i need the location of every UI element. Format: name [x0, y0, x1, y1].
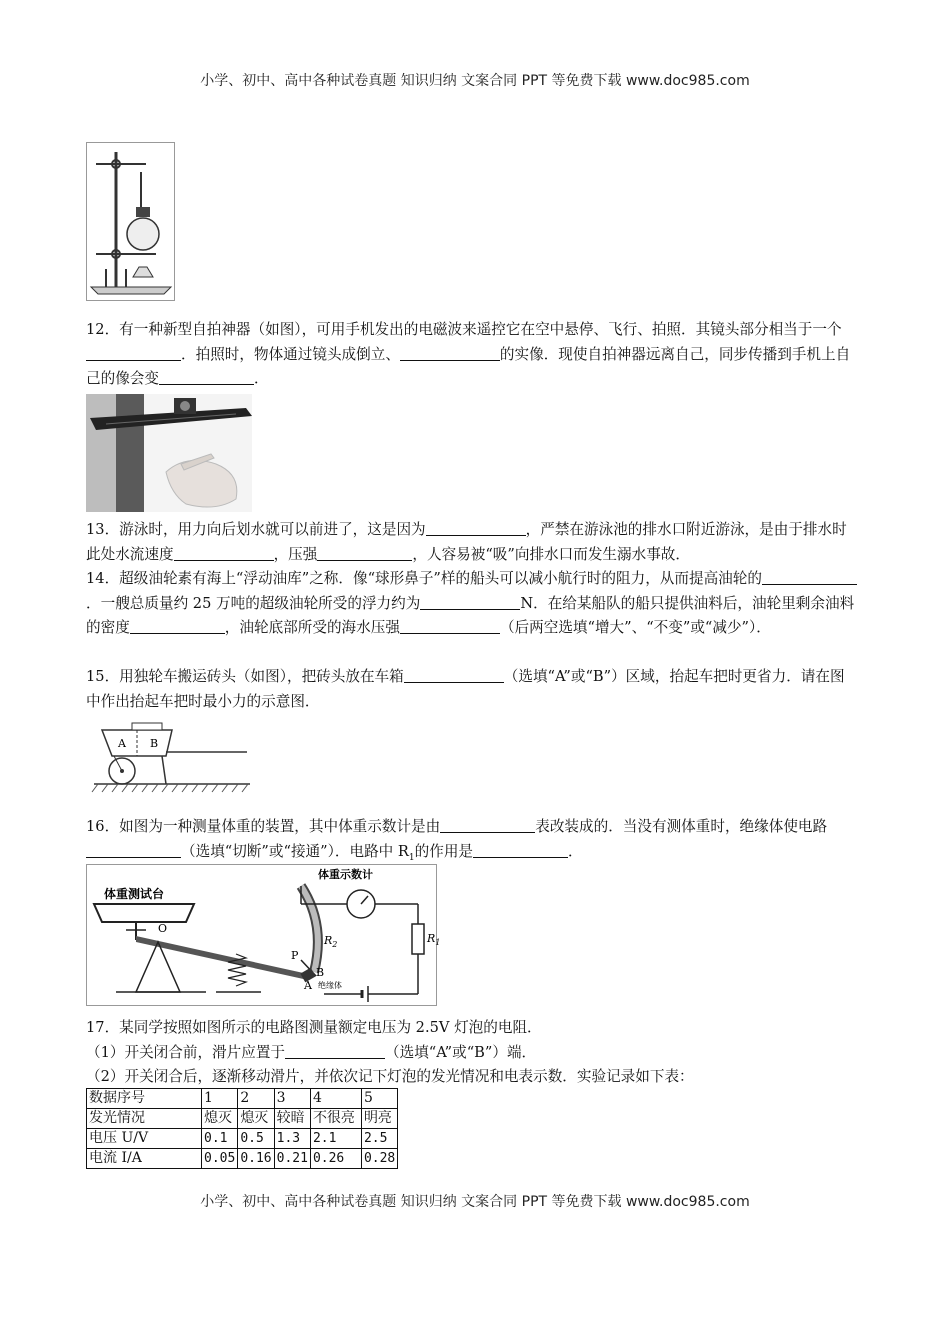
wheelbarrow-figure: [92, 716, 252, 800]
table-row: [87, 1109, 398, 1129]
q14-text-5: （后两空选填“增大”、“不变”或“减少”）．: [499, 619, 771, 636]
table-cell: 3: [274, 1089, 310, 1109]
q14-text-2: ．一艘总质量约 25 万吨的超级油轮所受的浮力约为: [86, 594, 421, 612]
q14-text-3: N．在给某船队的船只提供油料后，油轮里剩余油料的密度: [86, 594, 855, 636]
answer-blank[interactable]: [317, 546, 412, 561]
question-12: [86, 318, 858, 392]
q13-text-1: 13．游泳时，用力向后划水就可以前进了，这是因为: [86, 521, 426, 538]
q14-text-1: 14．超级油轮素有海上“浮动油库”之称．像“球形鼻子”样的船头可以减小航行时的阻力，从而提高油轮的: [86, 570, 762, 587]
table-cell: 4: [310, 1089, 361, 1109]
table-cell: 熄灭: [202, 1109, 238, 1129]
table-cell: 0.5: [238, 1129, 274, 1149]
fig-label-insulator: 绝缘体: [318, 981, 342, 990]
q15-text-2: （选填“A”或“B”）区域，抬起车把时更省力．请在图中作出抬起车把时最小力的示意图．: [86, 668, 845, 710]
table-row: [87, 1149, 398, 1169]
answer-blank[interactable]: [762, 570, 857, 585]
q13-text-4: ，人容易被“吸”向排水口而发生溺水事故．: [412, 545, 690, 563]
table-cell: 0.05: [202, 1149, 238, 1169]
question-13: [86, 518, 858, 567]
q13-text-3: ，压强: [273, 545, 318, 563]
question-15: [86, 665, 858, 714]
q13-text-2: ，严禁在游泳池的排水口附近游泳，是由于排水时此处水流速度: [86, 521, 847, 563]
q17-title: 17．某同学按照如图所示的电路图测量额定电压为 2.5V 灯泡的电阻．: [86, 1019, 542, 1036]
answer-blank[interactable]: [420, 595, 520, 610]
answer-blank[interactable]: [174, 546, 274, 561]
q16-text-3: （选填“切断”或“接通”）．电路中 R: [181, 842, 409, 860]
table-cell: 0.28: [361, 1149, 397, 1169]
lab-apparatus-figure: [86, 142, 178, 302]
answer-blank[interactable]: [473, 843, 568, 858]
table-cell: 2.5: [361, 1129, 397, 1149]
table-cell: 0.1: [202, 1129, 238, 1149]
table-cell: 熄灭: [238, 1109, 274, 1129]
q16-text-1: 16．如图为一种测量体重的装置，其中体重示数计是由: [86, 818, 441, 835]
fig-meter-label: 体重示数计: [318, 868, 373, 881]
table-cell: 不很亮: [310, 1109, 361, 1129]
q15-text-1: 15．用独轮车搬运砖头（如图），把砖头放在车箱: [86, 668, 404, 685]
answer-blank[interactable]: [86, 843, 181, 858]
question-14: [86, 567, 858, 641]
q12-text-3: 的实像．现使自拍神器远离自己，同步传播到手机上自己的像会变: [86, 345, 851, 387]
table-cell: 电流 I/A: [87, 1149, 202, 1169]
table-cell: 发光情况: [87, 1109, 202, 1129]
table-cell: 1: [202, 1089, 238, 1109]
fig-label-r2: $R_2$: [324, 934, 338, 949]
q14-text-4: ，油轮底部所受的海水压强: [224, 619, 400, 636]
zone-a-label: A: [118, 737, 126, 750]
fig-label-b: B: [316, 966, 325, 979]
q12-text-1: 12．有一种新型自拍神器（如图），可用手机发出的电磁波来遥控它在空中悬停、飞行、拍照．其镜头部分相当于一个: [86, 321, 842, 338]
answer-blank[interactable]: [400, 619, 500, 634]
table-row: [87, 1129, 398, 1149]
table-cell: 数据序号: [87, 1089, 202, 1109]
table-cell: 5: [361, 1089, 397, 1109]
table-cell: 电压 U/V: [87, 1129, 202, 1149]
answer-blank[interactable]: [130, 619, 225, 634]
answer-blank[interactable]: [159, 370, 254, 385]
table-cell: 较暗: [274, 1109, 310, 1129]
fig-label-o: O: [158, 922, 168, 935]
question-16: [86, 815, 858, 870]
answer-blank[interactable]: [440, 818, 535, 833]
zone-b-label: B: [150, 737, 159, 750]
experiment-table: [86, 1088, 398, 1169]
selfie-drone-figure: [86, 394, 252, 512]
table-cell: 明亮: [361, 1109, 397, 1129]
page-footer: 小学、初中、高中各种试卷真题 知识归纳 文案合同 PPT 等免费下载 www.doc985.com: [200, 1194, 750, 1210]
q16-text-5: ．: [568, 842, 583, 860]
table-cell: 2.1: [310, 1129, 361, 1149]
fig-platform-label: 体重测试台: [104, 887, 165, 901]
q12-text-4: ．: [253, 370, 269, 387]
answer-blank[interactable]: [426, 521, 526, 536]
fig-label-a: A: [304, 979, 312, 992]
table-cell: 0.16: [238, 1149, 274, 1169]
table-cell: 0.21: [274, 1149, 310, 1169]
table-cell: 2: [238, 1089, 274, 1109]
fig-label-p: P: [291, 949, 299, 962]
q17-sub-1: （1）开关闭合前，滑片应置于 （选填“A”或“B”）端．: [86, 1043, 537, 1061]
q16-text-4: 的作用是: [414, 842, 474, 860]
weight-scale-figure: [86, 864, 441, 1007]
answer-blank[interactable]: [404, 668, 504, 683]
table-cell: 1.3: [274, 1129, 310, 1149]
q12-text-2: ．拍照时，物体通过镜头成倒立、: [181, 345, 400, 363]
q16-text-2: 表改装成的．当没有测体重时，绝缘体使电路: [535, 818, 828, 835]
answer-blank[interactable]: [285, 1044, 385, 1059]
answer-blank[interactable]: [400, 346, 500, 361]
table-cell: 0.26: [310, 1149, 361, 1169]
q17-sub-2: （2）开关闭合后，逐渐移动滑片，并依次记下灯泡的发光情况和电表示数．实验记录如下表：: [86, 1068, 694, 1085]
page-header: 小学、初中、高中各种试卷真题 知识归纳 文案合同 PPT 等免费下载 www.doc985.com: [200, 73, 750, 89]
question-17: [86, 1016, 858, 1090]
answer-blank[interactable]: [86, 346, 181, 361]
q16-text-sub: 1: [408, 852, 415, 863]
fig-label-r1: $R_1$: [427, 932, 441, 947]
table-row: [87, 1089, 398, 1109]
